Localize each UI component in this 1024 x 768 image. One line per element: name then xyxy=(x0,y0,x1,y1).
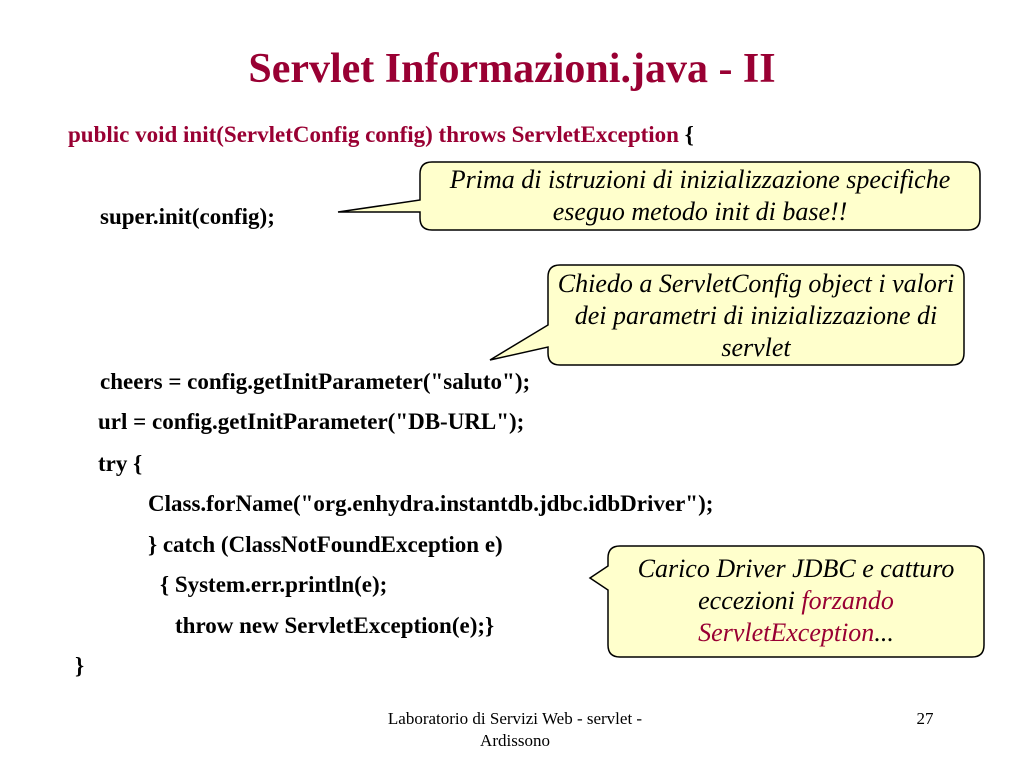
code-line-class-forname: Class.forName("org.enhydra.instantdb.jdbc.idbDriver"); xyxy=(148,491,714,516)
slide-title: Servlet Informazioni.java - II xyxy=(248,46,776,92)
footer-page-number: 27 xyxy=(916,709,934,728)
signature-brace: { xyxy=(678,122,694,147)
code-line-super-init: super.init(config); xyxy=(100,204,275,229)
callout-3-tail: ... xyxy=(874,618,894,647)
code-line-try: try { xyxy=(98,451,143,476)
code-line-close-brace: } xyxy=(75,653,85,678)
code-line-throw: throw new ServletException(e);} xyxy=(175,613,495,638)
footer-course: Laboratorio di Servizi Web - servlet - Ardissono xyxy=(387,709,643,750)
code-line-println: { System.err.println(e); xyxy=(160,572,388,597)
callout-1-text: Prima di istruzioni di inizializzazione specifiche eseguo metodo init di base!! xyxy=(449,165,951,226)
callout-3-plain: Carico Driver JDBC e catturo eccezioni xyxy=(637,554,955,615)
code-line-catch: } catch (ClassNotFoundException e) xyxy=(148,532,503,557)
signature-text: public void init(ServletConfig config) throws ServletException xyxy=(68,122,679,147)
code-line-url: url = config.getInitParameter("DB-URL"); xyxy=(98,409,525,434)
code-line-cheers: cheers = config.getInitParameter("saluto"); xyxy=(100,369,531,394)
callout-2-text: Chiedo a ServletConfig object i valori dei parametri di inizializzazione di servlet xyxy=(557,269,955,362)
callout-3-highlight: forzando ServletException xyxy=(698,586,894,647)
callout-3-text xyxy=(610,553,982,649)
